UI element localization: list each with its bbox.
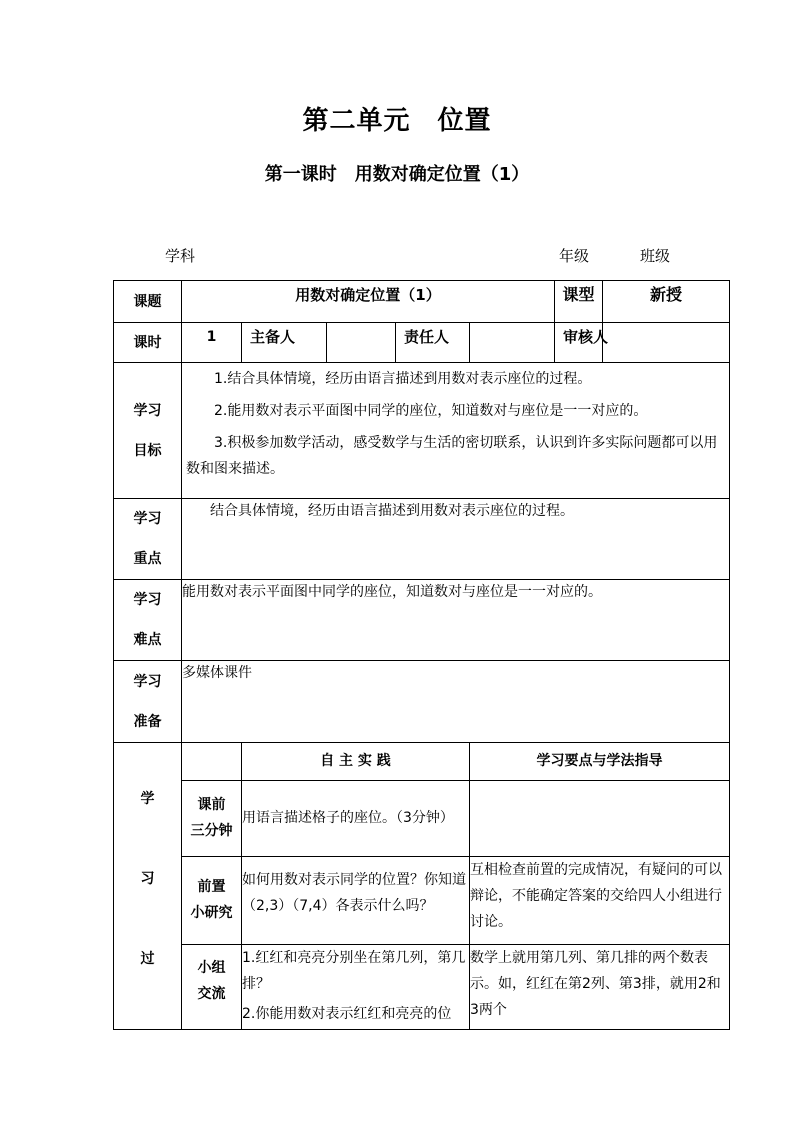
- period-value: 1: [182, 323, 242, 363]
- reviewer-value: [603, 323, 730, 363]
- goals-row: [114, 363, 730, 499]
- key-point-label: 学习 重点: [114, 499, 182, 580]
- group-exchange-guide: 数学上就用第几列、第几排的两个数表示。如，红红在第2列、第3排，就用2和3两个: [470, 944, 730, 1029]
- goals-content: [182, 363, 730, 499]
- lesson-subtitle: 第一课时 用数对确定位置（1）: [264, 164, 530, 185]
- pre-study-guide: 互相检查前置的完成情况，有疑问的可以辩论，不能确定答案的交给四人小组进行讨论。: [470, 856, 730, 944]
- process-corner-cell: [182, 743, 242, 781]
- class-label: 班级: [640, 247, 671, 265]
- page-title: 第二单元 位置: [302, 106, 492, 136]
- group-exchange-label: 小组 交流: [182, 944, 242, 1029]
- preparation-text: 多媒体课件: [182, 661, 730, 743]
- process-header-row: [114, 743, 730, 781]
- preparation-row: [114, 661, 730, 743]
- practice-header: 自 主 实 践: [242, 743, 470, 781]
- period-label: 课时: [114, 323, 182, 363]
- preparation-label: 学习 准备: [114, 661, 182, 743]
- responsible-value: [470, 323, 555, 363]
- lead-preparer-label: 主备人: [242, 323, 327, 363]
- process-label: 学 习 过: [114, 743, 182, 1030]
- topic-label: 课题: [114, 281, 182, 323]
- type-value: 新授: [603, 281, 730, 323]
- topic-row: [114, 281, 730, 323]
- pre-study-label: 前置 小研究: [182, 856, 242, 944]
- topic-value: 用数对确定位置（1）: [182, 281, 555, 323]
- lesson-plan-table: [113, 280, 730, 1030]
- responsible-label: 责任人: [396, 323, 470, 363]
- lead-preparer-value: [327, 323, 396, 363]
- pre-class-label: 课前 三分钟: [182, 780, 242, 856]
- difficulty-text: 能用数对表示平面图中同学的座位，知道数对与座位是一一对应的。: [182, 580, 730, 661]
- key-point-text: 结合具体情境，经历由语言描述到用数对表示座位的过程。: [182, 499, 730, 580]
- type-label: 课型: [555, 281, 603, 323]
- goals-label: 学习 目标: [114, 363, 182, 499]
- pre-class-guide: [470, 780, 730, 856]
- goal-item: 3.积极参加数学活动，感受数学与生活的密切联系，认识到许多实际问题都可以用数和图来描述。: [186, 435, 718, 477]
- difficulty-row: [114, 580, 730, 661]
- pre-class-practice: 用语言描述格子的座位。（3分钟）: [242, 780, 470, 856]
- guide-header: 学习要点与学法指导: [470, 743, 730, 781]
- goal-item: 2.能用数对表示平面图中同学的座位，知道数对与座位是一一对应的。: [214, 403, 648, 419]
- difficulty-label: 学习 难点: [114, 580, 182, 661]
- grade-label: 年级: [559, 247, 590, 265]
- process-row: [114, 944, 730, 1029]
- key-point-row: [114, 499, 730, 580]
- process-row: [114, 856, 730, 944]
- reviewer-label: 审核人: [555, 323, 603, 363]
- subject-label: 学科: [165, 247, 196, 265]
- process-row: [114, 780, 730, 856]
- period-row: [114, 323, 730, 363]
- goal-item: 1.结合具体情境，经历由语言描述到用数对表示座位的过程。: [214, 371, 592, 387]
- group-exchange-practice: 1.红红和亮亮分别坐在第几列，第几排？ 2.你能用数对表示红红和亮亮的位: [242, 944, 470, 1029]
- pre-study-practice: 如何用数对表示同学的位置？你知道（2,3）（7,4）各表示什么吗？: [242, 856, 470, 944]
